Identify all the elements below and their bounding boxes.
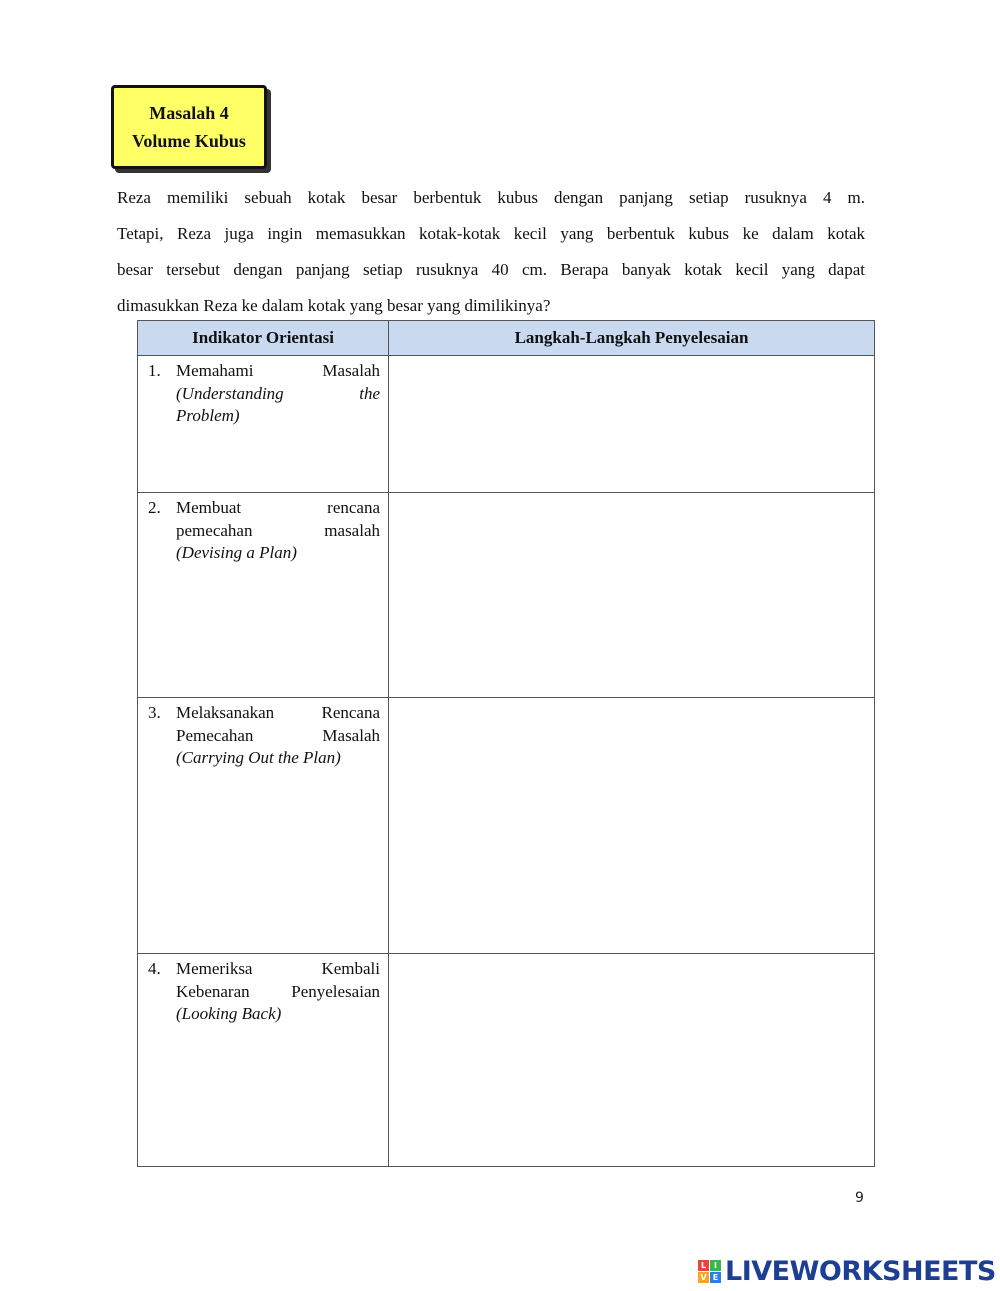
table-row <box>138 493 875 698</box>
indicator-text: Kebenaran Penyelesaian <box>176 981 380 1001</box>
header-langkah: Langkah-Langkah Penyelesaian <box>389 321 875 356</box>
indicator-cell <box>138 356 389 493</box>
indicator-cell <box>138 493 389 698</box>
indicator-text: Melaksanakan Rencana <box>176 703 380 722</box>
liveworksheets-wordmark: LIVEWORKSHEETS <box>725 1255 996 1287</box>
row-number: 1. <box>148 361 161 380</box>
indicator-text: Membuat rencana <box>176 498 380 517</box>
table-row <box>138 356 875 493</box>
problem-line: dimasukkan Reza ke dalam kotak yang besar yang dimilikinya? <box>117 296 551 315</box>
indicator-text: Memeriksa Kembali <box>176 959 380 978</box>
page-number: 9 <box>855 1190 864 1206</box>
indicator-text: pemecahan masalah <box>176 520 380 540</box>
problem-line: Reza memiliki sebuah kotak besar berbentuk kubus dengan panjang setiap rusuknya 4 m. <box>117 188 865 207</box>
answer-cell[interactable] <box>389 954 875 1167</box>
problem-title-line2: Volume Kubus <box>132 131 246 151</box>
table-row <box>138 954 875 1167</box>
indicator-english: (Understanding the <box>176 383 380 403</box>
logo-letter-e: E <box>710 1272 721 1283</box>
indicator-english: (Looking Back) <box>176 1004 282 1023</box>
table-row <box>138 698 875 954</box>
answer-cell[interactable] <box>389 356 875 493</box>
worksheet-table <box>137 320 875 1167</box>
table-header-row <box>138 321 875 356</box>
row-number: 3. <box>148 703 161 722</box>
problem-title-box <box>111 85 267 169</box>
logo-letter-l: L <box>698 1260 709 1271</box>
indicator-cell <box>138 698 389 954</box>
problem-line: besar tersebut dengan panjang setiap rusuknya 40 cm. Berapa banyak kotak kecil yang dapat <box>117 260 865 279</box>
logo-letter-i: I <box>710 1260 721 1271</box>
answer-cell[interactable] <box>389 493 875 698</box>
row-number: 4. <box>148 959 161 978</box>
indicator-english: (Devising a Plan) <box>176 543 297 562</box>
indicator-cell <box>138 954 389 1167</box>
logo-letter-v: V <box>698 1272 709 1283</box>
indicator-text: Memahami Masalah <box>176 361 380 380</box>
header-indikator: Indikator Orientasi <box>138 321 389 356</box>
row-number: 2. <box>148 498 161 517</box>
answer-cell[interactable] <box>389 698 875 954</box>
problem-line: Tetapi, Reza juga ingin memasukkan kotak-kotak kecil yang berbentuk kubus ke dalam kotak <box>117 224 865 243</box>
indicator-english: (Carrying Out the Plan) <box>176 748 341 767</box>
liveworksheets-logo[interactable] <box>698 1256 996 1286</box>
problem-statement <box>117 180 865 324</box>
indicator-english: Problem) <box>176 406 240 425</box>
problem-title-line1: Masalah 4 <box>149 103 229 123</box>
liveworksheets-icon <box>698 1260 721 1283</box>
indicator-text: Pemecahan Masalah <box>176 725 380 745</box>
